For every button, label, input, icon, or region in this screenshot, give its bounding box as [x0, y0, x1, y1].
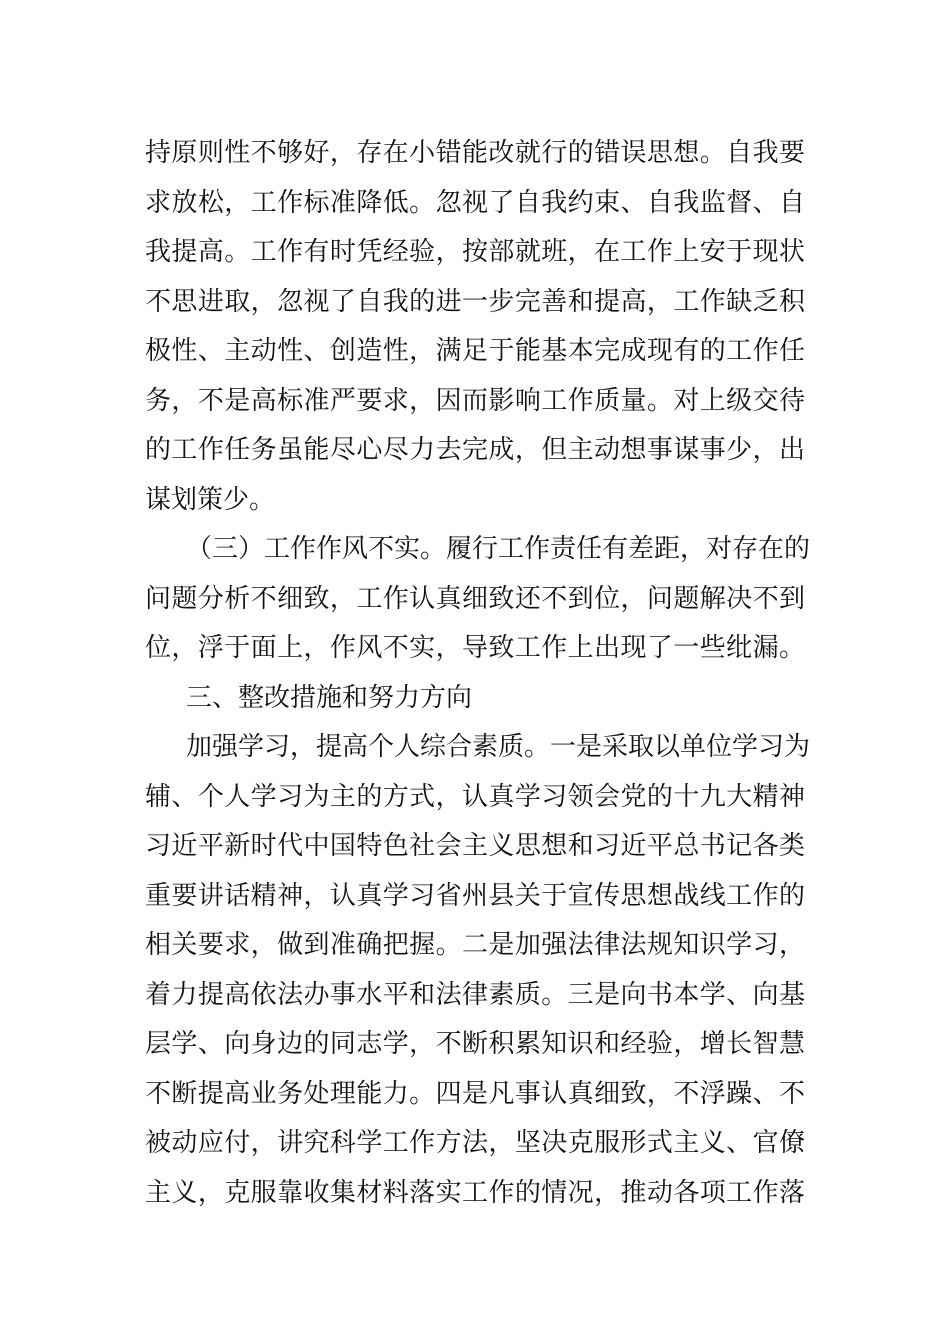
paragraph-line: 习近平新时代中国特色社会主义思想和习近平总书记各类: [145, 831, 805, 861]
paragraph-line: 加强学习，提高个人综合素质。一是采取以单位学习为: [186, 732, 811, 762]
paragraph-line: 着力提高依法办事水平和法律素质。三是向书本学、向基: [145, 980, 805, 1010]
paragraph-line: 重要讲话精神，认真学习省州县关于宣传思想战线工作的: [145, 881, 805, 911]
paragraph-line: 辅、个人学习为主的方式，认真学习领会党的十九大精神: [145, 782, 805, 812]
paragraph-line: 主义，克服靠收集材料落实工作的情况，推动各项工作落: [145, 1178, 805, 1208]
paragraph-line: 求放松，工作标准降低。忽视了自我约束、自我监督、自: [145, 188, 805, 218]
paragraph-line: 我提高。工作有时凭经验，按部就班，在工作上安于现状: [145, 237, 805, 267]
paragraph-line: 位，浮于面上，作风不实，导致工作上出现了一些纰漏。: [145, 633, 805, 663]
paragraph-line: 不断提高业务处理能力。四是凡事认真细致，不浮躁、不: [145, 1079, 805, 1109]
section-heading: 三、整改措施和努力方向: [186, 683, 473, 713]
paragraph-line: 相关要求，做到准确把握。二是加强法律法规知识学习，: [145, 930, 805, 960]
paragraph-line: 层学、向身边的同志学，不断积累知识和经验，增长智慧: [145, 1029, 805, 1059]
paragraph-line: （三）工作作风不实。履行工作责任有差距，对存在的: [186, 534, 811, 564]
paragraph-line: 持原则性不够好，存在小错能改就行的错误思想。自我要: [145, 138, 805, 168]
paragraph-line: 极性、主动性、创造性，满足于能基本完成现有的工作任: [145, 336, 805, 366]
paragraph-line: 不思进取，忽视了自我的进一步完善和提高，工作缺乏积: [145, 287, 805, 317]
paragraph-line: 被动应付，讲究科学工作方法，坚决克服形式主义、官僚: [145, 1128, 805, 1158]
paragraph-line: 的工作任务虽能尽心尽力去完成，但主动想事谋事少，出: [145, 435, 805, 465]
paragraph-line: 谋划策少。: [145, 485, 276, 515]
paragraph-line: 问题分析不细致，工作认真细致还不到位，问题解决不到: [145, 584, 805, 614]
paragraph-line: 务，不是高标准严要求，因而影响工作质量。对上级交待: [145, 386, 805, 416]
